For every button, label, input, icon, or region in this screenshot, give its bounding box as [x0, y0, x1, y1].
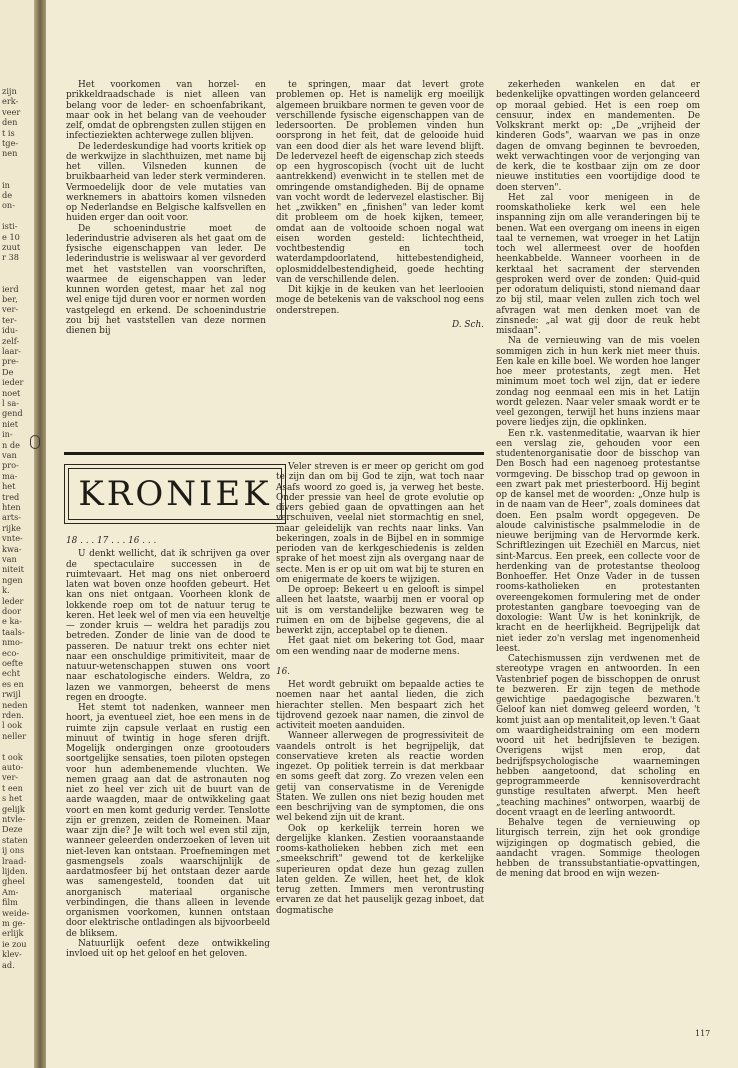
- facing-page-fragment: film: [2, 897, 18, 908]
- facing-page-fragment: in-: [2, 429, 13, 440]
- facing-page-fragment: l sa-: [2, 398, 20, 408]
- kroniek-date-2: 16.: [276, 666, 291, 677]
- facing-page-fragment: door: [2, 606, 22, 616]
- right-column-paras: [496, 80, 700, 880]
- page-number: 117: [695, 1029, 711, 1038]
- facing-page-fragment: vnte-: [2, 533, 23, 544]
- paragraph: te springen, maar dat levert grote problemen op. Het is namelijk erg moeilijk algemeen bruikbare normen te geven voor de verschillende fysische eigenschappen van de ledersoorten. De problemen vinden hun oorsprong in het feit, dat de gelooide huid van een dood dier als het ware levend blijft. De ledervezel heeft de eigenschap zich steeds op een hygroscopisch (vocht uit de lucht aantrekkend) evenwicht in te stellen met de omringende omstandigheden. Bij de opname van vocht wordt de ledervezel elastischer. Bij het „zwikken" en „finishen" van leder komt dit probleem om de hoek kijken, temeer, omdat aan de voltooide schoen nogal wat eisen worden gesteld: lichtechtheid, vochtbestendig en toch waterdampdoorlatend, hittebestendigheid, oplosmiddelbestendigheid, goede hechting van de verschillende delen.: [276, 80, 484, 285]
- facing-page-fragment: ter-: [2, 314, 17, 325]
- facing-page-fragment: rijke: [2, 522, 21, 533]
- paragraph: De oproep: Bekeert u en gelooft is simpel alleen het laatste, waarbij men er vooral op uit is om verstandelijke bezwaren weg te ruimen en om de bijbelse gegevens, die al bewerkt zijn, acceptabel op te dienen.: [276, 585, 484, 636]
- facing-page-fragment: echt: [2, 668, 20, 679]
- facing-page-fragment: e ka-: [2, 616, 23, 627]
- facing-page-fragment: niet: [2, 418, 19, 429]
- kroniek-col-2b-paras: [276, 680, 484, 916]
- paragraph: Veler streven is er meer op gericht om god te zijn dan om bij God te zijn, wat toch naar Asafs woord zo goed is, ja verweg het beste. Onder pressie van heel de grote evolutie op divers gebied gaan de opvattingen aan het verschuiven, veelal niet stormachtig en snel, maar geleidelijk van rechts naar links. Van bekeringen, zoals in de Bijbel en in sommige perioden van de kerkgeschiedenis is zelden sprake of het moest zijn als overgang naar de secte. Men is er op uit om wat bij te sturen en om enigermate de koers te wijzigen.: [276, 462, 484, 585]
- facing-page-fragment: ieder: [2, 377, 24, 388]
- facing-page-fragment: t is: [2, 127, 15, 138]
- facing-page-fragment: ver-: [2, 772, 19, 783]
- facing-page-fragment: t een: [2, 782, 23, 793]
- kroniek-date-1: 18 . . . 17 . . . 16 . . .: [66, 536, 157, 546]
- facing-page-fragment: l ook: [2, 720, 23, 731]
- facing-page-fragment: in: [2, 179, 10, 190]
- paragraph: Ook op kerkelijk terrein horen we dergelijke klanken. Zestien vooraanstaande rooms-katholieken hebben zich met een „smeekschrift" gewend tot de kerkelijke superieuren opdat deze hun gezag zullen laten gelden. Ze willen, heet het, de klok terug zetten. Immers men verontrusting ervaren ze dat het pauselijk gezag inboet, dat dogmatische: [276, 823, 484, 916]
- facing-page-fragment: tred: [2, 491, 20, 502]
- paragraph: Het voorkomen van horzel- en prikkeldraadschade is niet alleen van belang voor de leder- en schoenfabrikant, maar ook in het belang van de veehouder zelf, omdat de opbrengsten zullen stijgen en infectieziekten achterwege zullen blijven.: [66, 80, 266, 142]
- facing-page-fragment: den: [2, 117, 18, 128]
- facing-page-fragment: Am-: [2, 886, 19, 897]
- paragraph: Het gaat niet om bekering tot God, maar om een wending naar de moderne mens.: [276, 636, 484, 657]
- facing-page-fragment: auto-: [2, 762, 24, 772]
- facing-page-fragment: noet: [2, 387, 21, 398]
- facing-page-fragment: nen: [2, 148, 18, 159]
- page: [46, 0, 738, 1068]
- facing-page-fragment: nmo-: [2, 637, 23, 648]
- paragraph: Het zal voor menigeen in de roomskatholieke kerk wel een hele inspanning zijn om alle veranderingen bij te benen. Wat een overgang om ineens in eigen taal te vernemen, wat vroeger in het Latijn toch wel allermeest over de hoofden heenkabbelde. Wanneer voorheen in de kerktaal het sacrament der stervenden gesproken werd over de zonden: Quid-quid per odoratum deliquisti, stond niemand daar zo bij stil, maar velen zullen zich toch wel afvragen wat men denken moet van de zinsnede: „al wat gij door de reuk hebt misdaan".: [496, 192, 700, 336]
- facing-page-fragment: es en: [2, 678, 24, 689]
- facing-page-fragment: t ook: [2, 751, 23, 762]
- facing-page-fragment: ntvle-: [2, 814, 26, 824]
- kroniek-col-1-paras: [66, 549, 270, 959]
- facing-page-fragment: eco-: [2, 647, 20, 658]
- facing-page-fragment: pre-: [2, 356, 19, 367]
- paragraph: Catechismussen zijn verdwenen met de stereotype vragen en antwoorden. In een Vastenbrief pogen de bisschoppen de onrust te bezweren. Er zijn tegen de methode gewichtige paedagogische bezwaren.'t Geloof kan niet domweg geleerd worden, 't komt juist aan op mentaliteit,op leven.'t Gaat om waardigheidstraining om een modern woord uit het bedrijfsleven te bezigen. Overigens wijst men erop, dat bedrijfspsychologische waarnemingen hebben aangetoond, dat scholing en geprogrammeerde kennisoverdracht gunstige resultaten afwerpt. Men heeft „teaching machines" ontworpen, waarbij de docent vraagt en de leerling antwoordt.: [496, 654, 700, 818]
- paragraph: Het stemt tot nadenken, wanneer men hoort, ja eventueel ziet, hoe een mens in de ruimte zijn capsule verlaat en rustig een minuut of twintig in hoge sferen drijft. Mogelijk ondergingen onze grootouders soortgelijke sensaties, toen piloten opstegen voor hun adembenemende vluchten. We nemen graag aan dat de astronauten nog niet zo heel ver zich uit de buurt van de aarde waagden, maar de ontwikkeling gaat voort en men komt gedurig verder. Tenslotte zijn er grenzen, zeiden de Romeinen. Maar waar zijn die? Je wilt toch wel even stil zijn, wanneer geleerden onderzoeken of leven uit niet-leven kan ontstaan. Proefnemingen met gasmengsels zoals waarschijnlijk de aardatmosfeer bij het ontstaan dezer aarde was samengesteld, toonden dat uit anorganisch materiaal organische verbindingen, die thans alleen in levende organismen voorkomen, kunnen ontstaan door elektrische ontladingen als bijvoorbeeld de bliksem.: [66, 703, 270, 939]
- facing-page-fragment: s het: [2, 793, 23, 804]
- kroniek-title-box: [64, 464, 286, 524]
- facing-page-fragment: arts-: [2, 512, 22, 523]
- facing-page-fragment: het: [2, 481, 16, 492]
- facing-page-fragment: erlijk: [2, 928, 24, 939]
- facing-page-fragment: hten: [2, 502, 21, 512]
- facing-page-fragment: taals-: [2, 626, 25, 637]
- facing-page-fragment: Deze: [2, 824, 23, 835]
- facing-page-fragment: de: [2, 190, 13, 200]
- facing-page-fragment: ma-: [2, 470, 18, 481]
- facing-page-fragment: leder: [2, 595, 24, 606]
- article-col-1: [66, 80, 266, 336]
- facing-page-fragment: kwa-: [2, 543, 22, 554]
- facing-page-fragment: laar-: [2, 346, 22, 356]
- facing-page-fragment: klev-: [2, 949, 22, 960]
- facing-page-fragment: ierd: [2, 283, 19, 294]
- facing-page-fragment: gelijk: [2, 803, 25, 814]
- paragraph: Natuurlijk oefent deze ontwikkeling invloed uit op het geloof en het geloven.: [66, 938, 270, 959]
- article-col-2-paras: [276, 80, 484, 316]
- facing-page-fragment: staten: [2, 834, 28, 845]
- paragraph: Dit kijkje in de keuken van het leerlooien moge de betekenis van de vakschool nog eens onderstrepen.: [276, 285, 484, 316]
- facing-page-fragment: lijden.: [2, 866, 28, 876]
- facing-page-fragment: on-: [2, 200, 15, 211]
- facing-page-fragment: ad.: [2, 959, 15, 970]
- facing-page-fragment: pro-: [2, 460, 19, 471]
- facing-page-fragment: k.: [2, 585, 10, 596]
- article-col-2: [276, 80, 484, 330]
- paragraph: De schoenindustrie moet de lederindustrie adviseren als het gaat om de fysische eigenschappen van leder. De lederindustrie is weliswaar al ver gevorderd met het vaststellen van voorschriften, waarmee de eigenschappen van leder kunnen worden getest, maar het zal nog wel enige tijd duren voor er normen worden vastgelegd en erkend. De schoenindustrie zou bij het vaststellen van deze normen dienen bij: [66, 223, 266, 336]
- author-signature: D. Sch.: [451, 319, 484, 330]
- facing-page-fragment: neden: [2, 699, 28, 710]
- kroniek-col-1: [66, 532, 270, 959]
- facing-page-fragment: rwijl: [2, 689, 21, 700]
- facing-page-fragment: zijn: [2, 86, 17, 96]
- facing-page-fragment: ber,: [2, 294, 18, 304]
- paragraph: De lederdeskundige had voorts kritiek op de werkwijze in slachthuizen, met name bij het villen. Vilsneden kunnen de bruikbaarheid van leder sterk verminderen. Vermoedelijk door de vele mutaties van werknemers in abattoirs komen vilsneden op Nederlandse en Belgische kalfsvellen en huiden erger dan ooit voor.: [66, 141, 266, 224]
- facing-page-fragment: oefte: [2, 658, 23, 668]
- facing-page-fragment: erk-: [2, 96, 19, 107]
- section-rule: [64, 452, 484, 455]
- facing-page-fragment: weide-: [2, 907, 30, 918]
- paragraph: Behalve tegen de vernieuwing op liturgisch terrein, zijn het ook grondige wijzigingen op dogmatisch gebied, die aandacht vragen. Sommige theologen hebben de transsubstantiatie-opvattingen, de mening dat brood en wijn wezen-: [496, 818, 700, 880]
- facing-page-fragment: ij ons: [2, 845, 25, 856]
- facing-page-fragment: e 10: [2, 231, 20, 242]
- paragraph: U denkt wellicht, dat ik schrijven ga over de spectaculaire successen in de ruimtevaart. Het mag ons niet onberoerd laten wat boven onze hoofden gebeurt. Het kan ons niet ontgaan. Voorheen klonk de lokkende roep om tot de natuur terug te keren. Het leek wel of men via een heuveltje — zonder kruis — weldra het paradijs zou betreden. Zonder de linie van de dood te passeren. De natuur trekt ons echter niet naar een onschuldige primitiviteit, maar de natuur-wetenschappen stuwen ons voort naar eschatologische einders. Weldra, zo lazen we vanmorgen, beheerst de mens regen en droogte.: [66, 549, 270, 703]
- kroniek-col-2: [276, 462, 484, 916]
- facing-page-fragment: zelf-: [2, 335, 20, 346]
- facing-page-fragment: gend: [2, 408, 23, 419]
- paragraph: zekerheden wankelen en dat er bedenkelijke opvattingen worden gelanceerd op moraal gebied. Het is een roep om censuur, index en mandementen. De Volkskrant merkt op: „De „vrijheid der kinderen Gods", waarvan we pas in onze dagen de omvang beginnen te bevroeden, wekt verwachtingen voor de verjonging van de kerk, die te kostbaar zijn om ze door nieuwe instituties een voortijdige dood te doen sterven".: [496, 80, 700, 193]
- facing-page-fragment: neller: [2, 730, 27, 741]
- facing-page-fragment: m ge-: [2, 918, 26, 928]
- kroniek-title: KRONIEK: [78, 474, 272, 514]
- facing-page-fragment: rden.: [2, 710, 24, 720]
- facing-page-fragment: ver-: [2, 304, 19, 315]
- paragraph: Het wordt gebruikt om bepaalde acties te noemen naar het aantal lieden, die zich hierachter stellen. Men bespaart zich het tijdrovend gezoek naar namen, die zinvol de activiteit moeten aanduiden.: [276, 680, 484, 731]
- article-col-1-paras: [66, 80, 266, 336]
- facing-page-fragment: tge-: [2, 138, 19, 148]
- facing-page-fragment: De: [2, 366, 14, 377]
- facing-page-fragment: ie zou: [2, 938, 27, 949]
- facing-page-fragment: van: [2, 554, 17, 564]
- right-column: [496, 80, 700, 880]
- facing-page-fragment: idu-: [2, 325, 18, 336]
- kroniek-col-2-paras: [276, 462, 484, 657]
- facing-page-fragment: n de: [2, 439, 20, 450]
- facing-page-fragment: veer: [2, 106, 21, 117]
- paragraph: Wanneer allerwegen de progressiviteit de vaandels ontrolt is het begrijpelijk, dat conservatieve kreten als reactie worden ingezet. Op politiek terrein is dat merkbaar en soms geeft dat zorg. Zo vrezen velen een getij van conservatisme in de Verenigde Staten. We zullen ons niet bezig houden met een beschrijving van de symptomen, die ons wel bekend zijn uit de krant.: [276, 731, 484, 824]
- facing-page-fragment: lraad-: [2, 855, 27, 866]
- binding-clip: [30, 435, 40, 449]
- paragraph: Een r.k. vastenmeditatie, waarvan ik hier een verslag zie, gehouden voor een studentenorganisatie door de bisschop van Den Bosch had een nagenoeg protestantse vormgeving. De bisschop trad op gewoon in een zwart pak met priesterboord. Hij begint op de kansel met de woorden: „Onze hulp is in de naam van de Heer", zoals dominees dat doen. Een psalm wordt opgegeven. De aloude calvinistische psalmmelodie in de nieuwe berijming van de Hervormde kerk. Schriftlezingen uit Ezechiël en Marcus, niet sint-Marcus. Een preek, een collecte voor de herdenking van de protestantse theoloog Bonhoeffer. Het Onze Vader in de tussen rooms-katholieken en protestanten overeengekomen formulering met de onder protestanten gangbare toevoeging van de doxologie: Want Uw is het koninkrijk, de kracht en de heerlijkheid. Begrijpelijk dat niet ieder zo'n verslag met ingenomenheid leest.: [496, 428, 700, 654]
- facing-page-fragment: van: [2, 450, 17, 460]
- facing-page-fragment: gheel: [2, 876, 25, 887]
- facing-page-fragment: zuut: [2, 242, 21, 252]
- facing-page-fragment: ngen: [2, 574, 23, 585]
- paragraph: Na de vernieuwing van de mis voelen sommigen zich in hun kerk niet meer thuis. Een kale en kille boel. We worden hoe langer hoe meer protestants, zegt men. Het minimum moet toch wel zijn, dat er iedere zondag nog eenmaal een mis in het Latijn wordt gelezen. Naar veler smaak wordt er te veel gezongen, terwijl het huns inziens maar povere liedjes zijn, die opklinken.: [496, 336, 700, 429]
- facing-page-fragment: r 38: [2, 252, 19, 263]
- facing-page-fragment: isti-: [2, 221, 18, 232]
- book-gutter: [34, 0, 46, 1068]
- facing-page-fragment: niteit: [2, 564, 24, 575]
